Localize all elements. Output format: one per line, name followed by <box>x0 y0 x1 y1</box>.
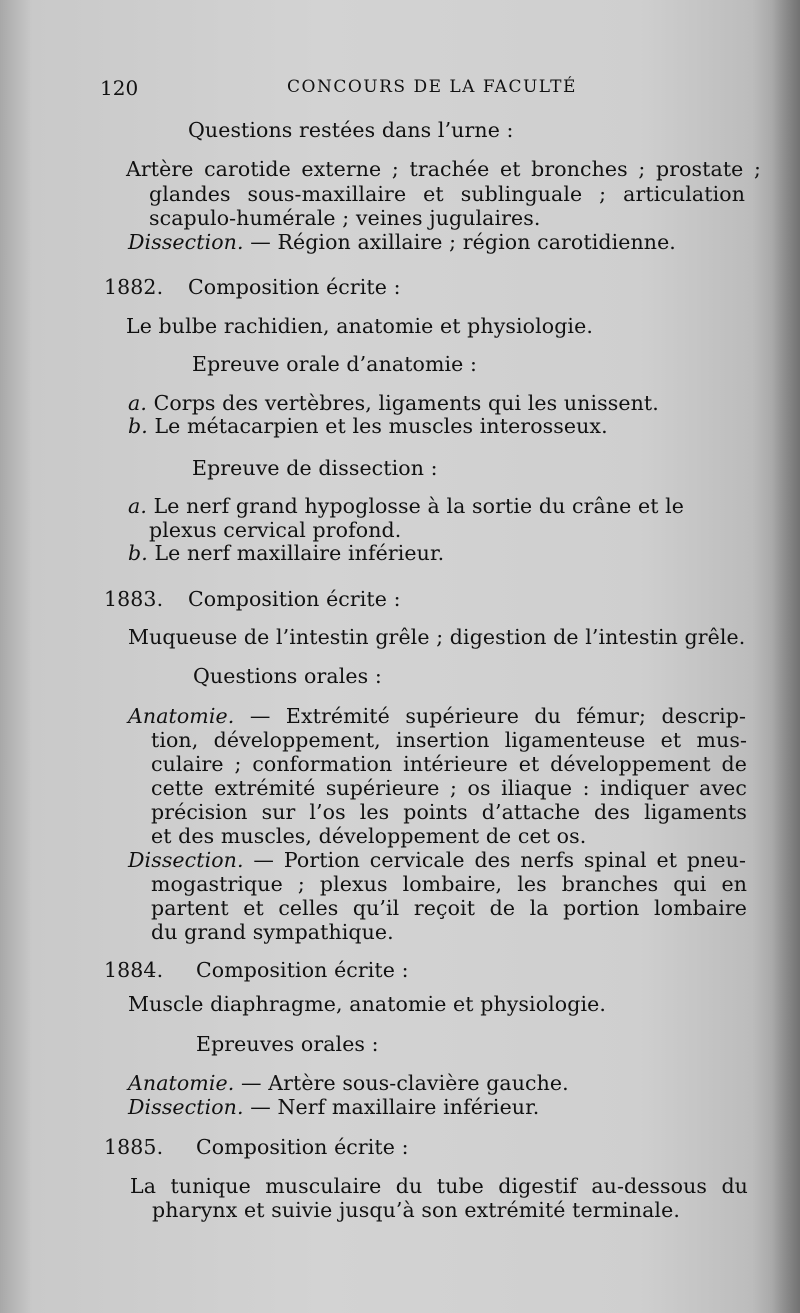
oral-label: Epreuve orale d’anatomie : <box>192 352 478 376</box>
page-number: 120 <box>100 76 139 100</box>
dissection-text: — Nerf maxillaire inférieur. <box>243 1095 540 1119</box>
composition-text: Muqueuse de l’intestin grêle ; digestion de l’intestin grêle. <box>128 625 746 649</box>
dissection-text: — Région axillaire ; région carotidienne. <box>243 230 676 254</box>
dissection-label: Dissection. <box>128 230 244 254</box>
year-1885: 1885. <box>104 1135 164 1159</box>
intro-line: glandes sous-maxillaire et sublinguale ; articulation <box>149 182 745 206</box>
year-1884: 1884. <box>104 958 164 982</box>
item-text: Le nerf grand hypoglosse à la sortie du crâne et le <box>153 494 685 518</box>
running-title: CONCOURS DE LA FACULTÉ <box>287 77 577 97</box>
item-letter: b. <box>128 541 148 565</box>
dissection-item-a-cont: plexus cervical profond. <box>149 518 402 542</box>
dissection-label: Dissection. <box>128 848 244 872</box>
item-letter: b. <box>128 414 148 438</box>
anatomie-label: Anatomie. <box>128 1071 235 1095</box>
dissection-item-b <box>128 541 444 565</box>
composition-label: Composition écrite : <box>188 587 401 611</box>
item-text: Corps des vertèbres, ligaments qui les unissent. <box>153 391 659 415</box>
dissection-text: — Portion cervicale des nerfs spinal et pneu- <box>243 848 746 872</box>
year-1883: 1883. <box>104 587 164 611</box>
anatomie-line: tion, développement, insertion ligamenteuse et mus- <box>151 728 747 752</box>
dissection-line: partent et celles qu’il reçoit de la portion lombaire <box>151 896 747 920</box>
anatomie-label: Anatomie. <box>128 704 235 728</box>
anatomie-line <box>128 704 746 728</box>
composition-text: Le bulbe rachidien, anatomie et physiologie. <box>126 314 593 338</box>
oral-item-a <box>128 391 659 415</box>
dissection-item-a <box>128 494 745 518</box>
item-letter: a. <box>128 494 147 518</box>
dissection-line: mogastrique ; plexus lombaire, les branches qui en <box>151 872 747 896</box>
anatomie-line: précision sur l’os les points d’attache des ligaments <box>151 800 747 824</box>
composition-text: La tunique musculaire du tube digestif au-dessous du <box>130 1174 748 1198</box>
intro-label: Questions restées dans l’urne : <box>188 118 514 142</box>
composition-label: Composition écrite : <box>196 1135 409 1159</box>
anatomie-text: — Extrémité supérieure du fémur; descrip- <box>234 704 746 728</box>
dissection-epreuve-label: Epreuve de dissection : <box>192 456 438 480</box>
oral-label: Questions orales : <box>193 664 382 688</box>
anatomie-line <box>128 1071 569 1095</box>
anatomie-text: — Artère sous-clavière gauche. <box>234 1071 569 1095</box>
oral-item-b <box>128 414 608 438</box>
oral-label: Epreuves orales : <box>196 1032 379 1056</box>
dissection-line: du grand sympathique. <box>151 920 394 944</box>
intro-line: Artère carotide externe ; trachée et bronches ; prostate ; <box>126 157 761 181</box>
composition-text: Muscle diaphragme, anatomie et physiologie. <box>128 992 606 1016</box>
intro-dissection <box>128 230 676 254</box>
item-text: Le métacarpien et les muscles interosseux. <box>154 414 608 438</box>
anatomie-line: et des muscles, développement de cet os. <box>151 824 587 848</box>
composition-label: Composition écrite : <box>196 958 409 982</box>
dissection-line <box>128 848 746 872</box>
composition-label: Composition écrite : <box>188 275 401 299</box>
anatomie-line: culaire ; conformation intérieure et développement de <box>151 752 747 776</box>
intro-line: scapulo-humérale ; veines jugulaires. <box>149 206 541 230</box>
anatomie-line: cette extrémité supérieure ; os iliaque : indiquer avec <box>151 776 747 800</box>
running-header <box>100 76 772 102</box>
item-letter: a. <box>128 391 147 415</box>
item-text: Le nerf maxillaire inférieur. <box>154 541 445 565</box>
year-1882: 1882. <box>104 275 164 299</box>
dissection-label: Dissection. <box>128 1095 244 1119</box>
composition-text: pharynx et suivie jusqu’à son extrémité terminale. <box>152 1198 680 1222</box>
dissection-line <box>128 1095 539 1119</box>
